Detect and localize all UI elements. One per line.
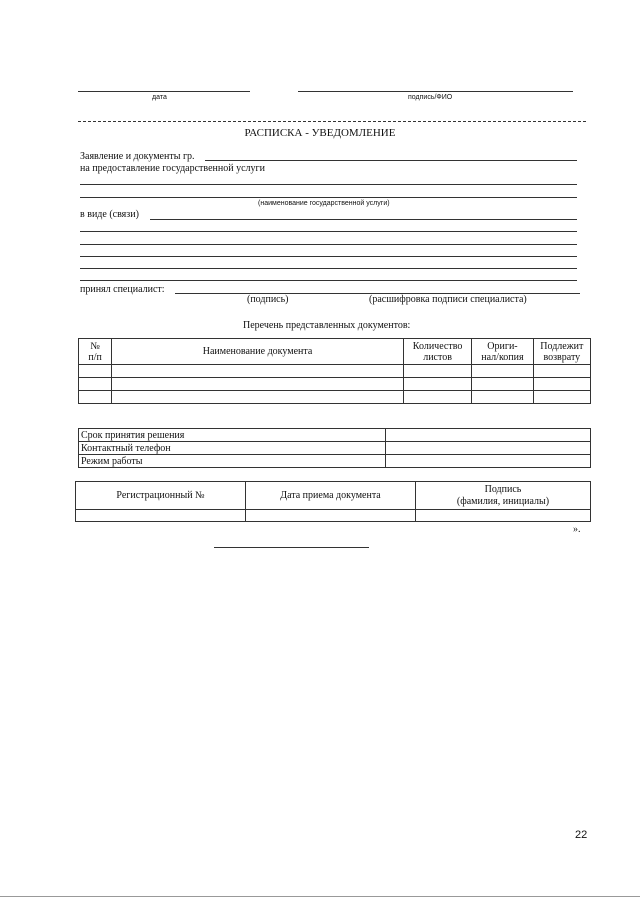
cut-line xyxy=(78,121,586,122)
table-row xyxy=(79,365,591,378)
work-hours-label: Режим работы xyxy=(79,455,386,468)
contact-label: в виде (связи) xyxy=(80,209,139,220)
service-line-2 xyxy=(80,197,577,198)
decoding-caption: (расшифровка подписи специалиста) xyxy=(369,294,527,305)
header-signature: Подпись (фамилия, инициалы) xyxy=(416,482,591,510)
signature-fio-line xyxy=(298,91,573,92)
page-number: 22 xyxy=(575,829,588,841)
header-number: № п/п xyxy=(79,339,112,365)
header-return: Подлежит возврату xyxy=(533,339,590,365)
header-sheets: Количество листов xyxy=(403,339,471,365)
header-doc-name: Наименование документа xyxy=(112,339,404,365)
documents-table xyxy=(78,338,591,404)
signature-caption: (подпись) xyxy=(247,294,289,305)
documents-title: Перечень представленных документов: xyxy=(243,320,411,331)
header-registration-number: Регистрационный № xyxy=(76,482,246,510)
decision-deadline-label: Срок принятия решения xyxy=(79,429,386,442)
date-caption: дата xyxy=(152,94,167,101)
header-receipt-date: Дата приема документа xyxy=(246,482,416,510)
table-row xyxy=(79,378,591,391)
table-row xyxy=(76,510,591,522)
decision-deadline-value xyxy=(386,429,591,442)
accepted-label: принял специалист: xyxy=(80,284,165,295)
signature-fio-caption: подпись/ФИО xyxy=(408,94,453,101)
work-hours-value xyxy=(386,455,591,468)
page-bottom-edge xyxy=(0,896,640,897)
table-row xyxy=(79,391,591,404)
contact-line-3 xyxy=(80,244,577,245)
header-original-copy: Ориги- нал/копия xyxy=(472,339,533,365)
date-line xyxy=(78,91,250,92)
table-row xyxy=(79,455,591,468)
contact-line-5 xyxy=(80,268,577,269)
table-row xyxy=(79,429,591,442)
statement-label: Заявление и документы гр. xyxy=(80,151,195,162)
statement-line xyxy=(205,160,577,161)
contact-line-6 xyxy=(80,280,577,281)
bottom-signature-line xyxy=(214,547,369,548)
contact-phone-value xyxy=(386,442,591,455)
contact-phone-label: Контактный телефон xyxy=(79,442,386,455)
service-line-1 xyxy=(80,184,577,185)
closing-mark: ». xyxy=(573,524,581,535)
service-label: на предоставление государственной услуги xyxy=(80,163,265,174)
contact-line xyxy=(150,219,577,220)
service-caption: (наименование государственной услуги) xyxy=(258,200,390,207)
contact-line-2 xyxy=(80,231,577,232)
document-title: РАСПИСКА - УВЕДОМЛЕНИЕ xyxy=(244,127,396,139)
contact-line-4 xyxy=(80,256,577,257)
table-row xyxy=(79,442,591,455)
registration-table xyxy=(75,481,591,522)
info-table xyxy=(78,428,591,468)
